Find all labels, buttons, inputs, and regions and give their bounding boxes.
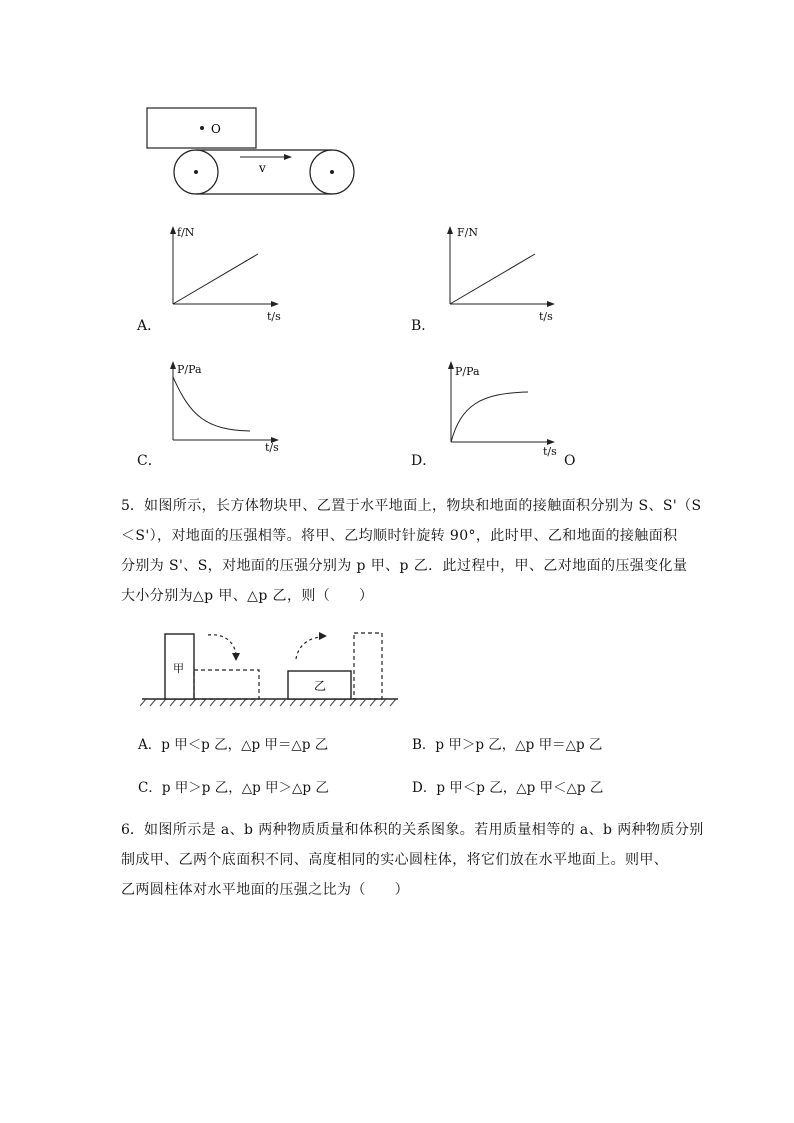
q5-stem <box>121 491 702 611</box>
graph-b-y-label: F/N <box>457 226 478 239</box>
graph-a-x-label: t/s <box>267 310 281 323</box>
q5-line-1: 如图所示，长方体物块甲、乙置于水平地面上，物块和地面的接触面积分别为 S、S'（S <box>144 498 702 514</box>
graph-a-y-label: f/N <box>177 226 195 239</box>
option-d-letter: D． <box>411 453 437 469</box>
graph-a-line <box>173 254 258 304</box>
q5-option-c-text: p 甲＞p 乙，△p 甲＞△p 乙 <box>161 780 329 796</box>
option-a-graph <box>135 220 295 340</box>
velocity-arrow-head <box>284 154 292 160</box>
q6-line-1: 如图所示是 a、b 两种物质质量和体积的关系图象。若用质量相等的 a、b 两种物质分别 <box>144 822 704 838</box>
graph-d-y-label: P/Pa <box>455 365 480 378</box>
block-yi-label: 乙 <box>314 679 327 693</box>
velocity-label: v <box>259 161 266 175</box>
q5-option-c-letter: C． <box>138 780 162 796</box>
option-c-graph <box>135 355 295 475</box>
option-b-letter: B． <box>411 318 436 334</box>
q5-option-d-text: p 甲＜p 乙，△p 甲＜△p 乙 <box>436 780 604 796</box>
q5-option-b-letter: B． <box>412 737 436 753</box>
block-jia-label: 甲 <box>173 662 184 675</box>
q5-number: 5． <box>121 498 144 514</box>
option-a-letter: A． <box>137 318 162 334</box>
q5-option-b <box>412 733 602 753</box>
graph-c-curve <box>173 377 250 431</box>
q6-number: 6． <box>121 822 144 838</box>
right-wheel-axle <box>330 170 334 174</box>
q6-line-2: 制成甲、乙两个底面积不同、高度相同的实心圆柱体，将它们放在水平地面上。则甲、 <box>121 852 669 868</box>
graph-c-x-label: t/s <box>265 441 279 454</box>
arrow-jia <box>208 635 236 655</box>
q5-line-2: ＜S'），对地面的压强相等。将甲、乙均顺时针旋转 90°，此时甲、乙和地面的接触面积 <box>121 528 678 544</box>
q5-option-c <box>138 776 329 796</box>
q5-line-4: 大小分别为△p 甲、△p 乙，则（ ） <box>121 588 374 604</box>
q6-stem <box>121 815 704 905</box>
option-b-graph <box>411 220 571 340</box>
option-c-letter: C． <box>137 453 162 469</box>
q5-line-3: 分别为 S'、S，对地面的压强分别为 p 甲、p 乙．此过程中，甲、乙对地面的压强变化量 <box>121 558 688 574</box>
q6-line-3: 乙两圆柱体对水平地面的压强之比为（ ） <box>121 882 409 898</box>
graph-d-origin-label: O <box>564 453 576 469</box>
graph-d-x-label: t/s <box>543 445 557 458</box>
graph-b-line <box>450 254 535 304</box>
left-wheel-axle <box>194 170 198 174</box>
graph-c-y-label: P/Pa <box>177 363 202 376</box>
q5-option-a-text: p 甲＜p 乙，△p 甲＝△p 乙 <box>161 737 329 753</box>
conveyor-figure <box>140 100 370 205</box>
q5-option-d-letter: D． <box>412 780 437 796</box>
graph-b-x-label: t/s <box>539 310 553 323</box>
q5-rotation-figure <box>140 625 402 707</box>
q5-option-a-letter: A． <box>138 737 162 753</box>
block-jia-rotated <box>194 670 259 699</box>
graph-d-curve <box>451 392 528 442</box>
block-yi-rotated <box>354 633 382 699</box>
arrow-yi <box>296 637 320 659</box>
option-d-graph <box>411 355 591 475</box>
q5-option-d <box>412 776 603 796</box>
block-point-label: O <box>211 122 221 136</box>
q5-option-b-text: p 甲＞p 乙，△p 甲＝△p 乙 <box>435 737 603 753</box>
q5-option-a <box>138 733 328 753</box>
block-point <box>200 126 204 130</box>
